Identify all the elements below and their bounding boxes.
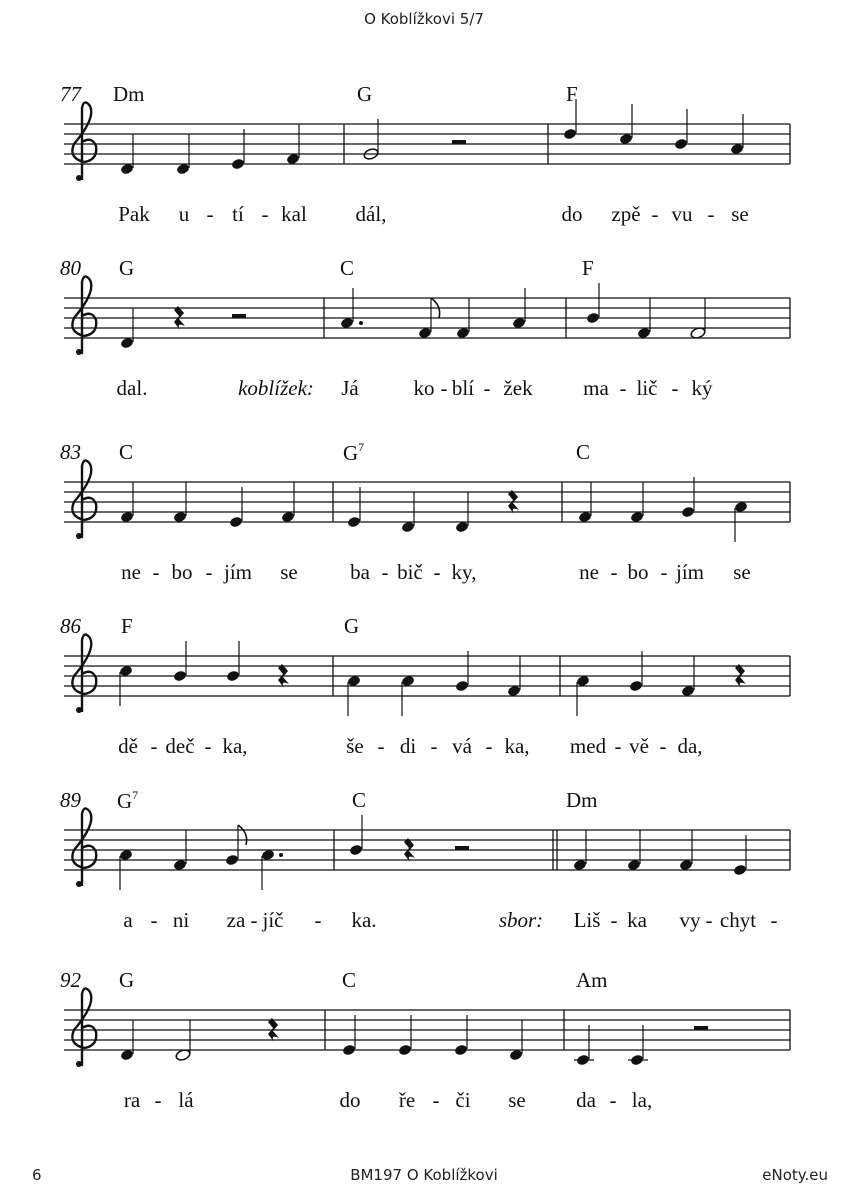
chord-symbol: C (576, 440, 591, 464)
lyric-hyphen: - (377, 734, 385, 758)
lyric-hyphen: - (250, 908, 258, 932)
music-system-92 (0, 968, 848, 1133)
music-system-80 (0, 256, 848, 421)
lyric-syllable: zpě (611, 202, 641, 226)
chord-symbol: F (121, 614, 133, 638)
lyric-syllable: do (561, 202, 583, 226)
music-system-77 (0, 82, 848, 247)
lyric-hyphen: - (671, 376, 679, 400)
lyric-syllable: dál, (355, 202, 387, 226)
chord-symbol: $G^7$ (117, 788, 139, 813)
lyric-syllable: bič (397, 560, 423, 584)
lyric-hyphen: - (610, 560, 618, 584)
lyric-syllable: vy (679, 908, 701, 932)
lyric-syllable: kal (281, 202, 307, 226)
chord-symbol: F (566, 82, 578, 106)
lyric-hyphen: - (770, 908, 778, 932)
chord-symbol: C (340, 256, 355, 280)
chord-symbol: $G^7$ (343, 440, 365, 465)
lyric-syllable: med (569, 734, 607, 758)
notes (120, 283, 706, 349)
lyric-syllable: la, (631, 1088, 653, 1112)
lyric-hyphen: - (204, 734, 212, 758)
music-staff (0, 614, 848, 734)
lyric-syllable: a (123, 908, 133, 932)
lyric-syllable: vu (671, 202, 693, 226)
lyric-hyphen: - (261, 202, 269, 226)
lyric-syllable: jím (675, 560, 705, 584)
chord-superscript: 7 (132, 788, 139, 802)
treble-clef-icon (72, 988, 96, 1067)
footer-title: BM197 O Koblížkovi (350, 1166, 498, 1184)
lyric-syllable: vá (452, 734, 472, 758)
lyric-syllable: jíč (262, 908, 284, 932)
lyric-syllable: ma (583, 376, 609, 400)
lyric-syllable: tí (232, 202, 244, 226)
lyric-syllable: deč (165, 734, 195, 758)
lyric-hyphen: - (206, 202, 214, 226)
music-staff (0, 968, 848, 1088)
lyric-syllable: chyt (719, 908, 757, 932)
lyric-syllable: ka, (222, 734, 248, 758)
treble-clef-icon (72, 276, 96, 355)
lyric-syllable: vě (629, 734, 649, 758)
lyric-syllable: či (455, 1088, 471, 1112)
music-staff (0, 256, 848, 376)
page-header: O Koblížkovi 5/7 (364, 10, 484, 28)
lyric-syllable: ře (398, 1088, 416, 1112)
lyric-hyphen: - (432, 1088, 440, 1112)
page-number: 6 (32, 1166, 42, 1184)
page-footer (0, 1166, 848, 1190)
lyrics-line (0, 202, 848, 232)
treble-clef-icon (72, 808, 96, 887)
lyric-syllable: do (339, 1088, 361, 1112)
lyric-hyphen: - (314, 908, 322, 932)
music-staff (0, 788, 848, 908)
lyric-hyphen: - (651, 202, 659, 226)
lyric-hyphen: - (705, 908, 713, 932)
lyric-syllable: ne (579, 560, 599, 584)
chord-symbol: Dm (566, 788, 598, 812)
lyric-syllable: žek (503, 376, 533, 400)
lyric-syllable: se (508, 1088, 526, 1112)
measure-number: 77 (60, 82, 81, 106)
chord-symbol: G (344, 614, 360, 638)
lyric-hyphen: - (483, 376, 491, 400)
lyric-hyphen: - (433, 560, 441, 584)
lyric-syllable: ka (627, 908, 647, 932)
lyric-hyphen: - (614, 734, 622, 758)
chord-symbol: G (119, 256, 135, 280)
lyric-speaker-label: koblížek: (238, 376, 314, 400)
lyric-hyphen: - (440, 376, 448, 400)
music-system-83 (0, 440, 848, 605)
lyric-syllable: da, (677, 734, 703, 758)
lyric-syllable: di (399, 734, 417, 758)
notes (119, 815, 747, 890)
lyric-syllable: dal. (116, 376, 148, 400)
lyric-syllable: bo (627, 560, 649, 584)
lyric-syllable: lič (636, 376, 658, 400)
staff-lines (64, 656, 790, 696)
lyrics-line (0, 1088, 848, 1118)
lyric-hyphen: - (707, 202, 715, 226)
lyric-syllable: ka. (351, 908, 377, 932)
lyric-syllable: za (226, 908, 246, 932)
lyrics-line (0, 908, 848, 938)
notes (119, 641, 746, 716)
notes (120, 1015, 708, 1066)
music-staff (0, 82, 848, 202)
lyric-hyphen: - (660, 560, 668, 584)
lyric-syllable: dě (118, 734, 138, 758)
notes (120, 477, 748, 542)
chord-symbol: C (342, 968, 357, 992)
lyric-hyphen: - (659, 734, 667, 758)
lyric-syllable: ky, (451, 560, 477, 584)
lyric-syllable: se (733, 560, 751, 584)
lyric-syllable: se (731, 202, 749, 226)
chord-symbol: Dm (113, 82, 145, 106)
lyric-hyphen: - (205, 560, 213, 584)
lyric-hyphen: - (150, 908, 158, 932)
treble-clef-icon (72, 460, 96, 539)
chord-symbol: Am (576, 968, 608, 992)
lyric-syllable: u (178, 202, 190, 226)
measure-number: 83 (60, 440, 81, 464)
lyric-syllable: ra (123, 1088, 141, 1112)
lyric-hyphen: - (154, 1088, 162, 1112)
treble-clef-icon (72, 102, 96, 181)
chord-symbol: G (119, 968, 135, 992)
brand-label: eNoty.eu (762, 1166, 828, 1184)
measure-number: 92 (60, 968, 81, 992)
lyric-syllable: Pak (118, 202, 150, 226)
lyric-syllable: še (346, 734, 364, 758)
chord-superscript: 7 (358, 440, 365, 454)
lyrics-line (0, 376, 848, 406)
lyric-hyphen: - (609, 1088, 617, 1112)
lyric-hyphen: - (430, 734, 438, 758)
lyrics-line (0, 560, 848, 590)
lyric-syllable: Já (341, 376, 359, 400)
lyric-syllable: blí (451, 376, 475, 400)
chord-symbol: G (357, 82, 373, 106)
lyric-syllable: ka, (504, 734, 530, 758)
lyric-syllable: da (576, 1088, 596, 1112)
lyric-hyphen: - (619, 376, 627, 400)
lyric-syllable: ba (350, 560, 370, 584)
treble-clef-icon (72, 634, 96, 713)
lyric-syllable: ni (172, 908, 190, 932)
lyric-syllable: se (280, 560, 298, 584)
lyric-syllable: jím (223, 560, 253, 584)
lyric-hyphen: - (152, 560, 160, 584)
staff-lines (64, 1010, 790, 1050)
lyric-syllable: ký (691, 376, 713, 400)
staff-lines (64, 482, 790, 522)
lyric-syllable: bo (171, 560, 193, 584)
lyric-syllable: ne (121, 560, 141, 584)
chord-symbol: C (119, 440, 134, 464)
lyric-hyphen: - (610, 908, 618, 932)
measure-number: 86 (60, 614, 81, 638)
lyric-syllable: lá (178, 1088, 194, 1112)
measure-number: 80 (60, 256, 81, 280)
lyric-speaker-label: sbor: (498, 908, 544, 932)
lyric-hyphen: - (150, 734, 158, 758)
music-staff (0, 440, 848, 560)
measure-number: 89 (60, 788, 81, 812)
lyric-syllable: Liš (573, 908, 601, 932)
music-system-86 (0, 614, 848, 779)
lyrics-line (0, 734, 848, 764)
music-system-89 (0, 788, 848, 953)
lyric-hyphen: - (485, 734, 493, 758)
chord-symbol: F (582, 256, 594, 280)
lyric-syllable: ko (413, 376, 435, 400)
lyric-hyphen: - (381, 560, 389, 584)
chord-symbol: C (352, 788, 367, 812)
